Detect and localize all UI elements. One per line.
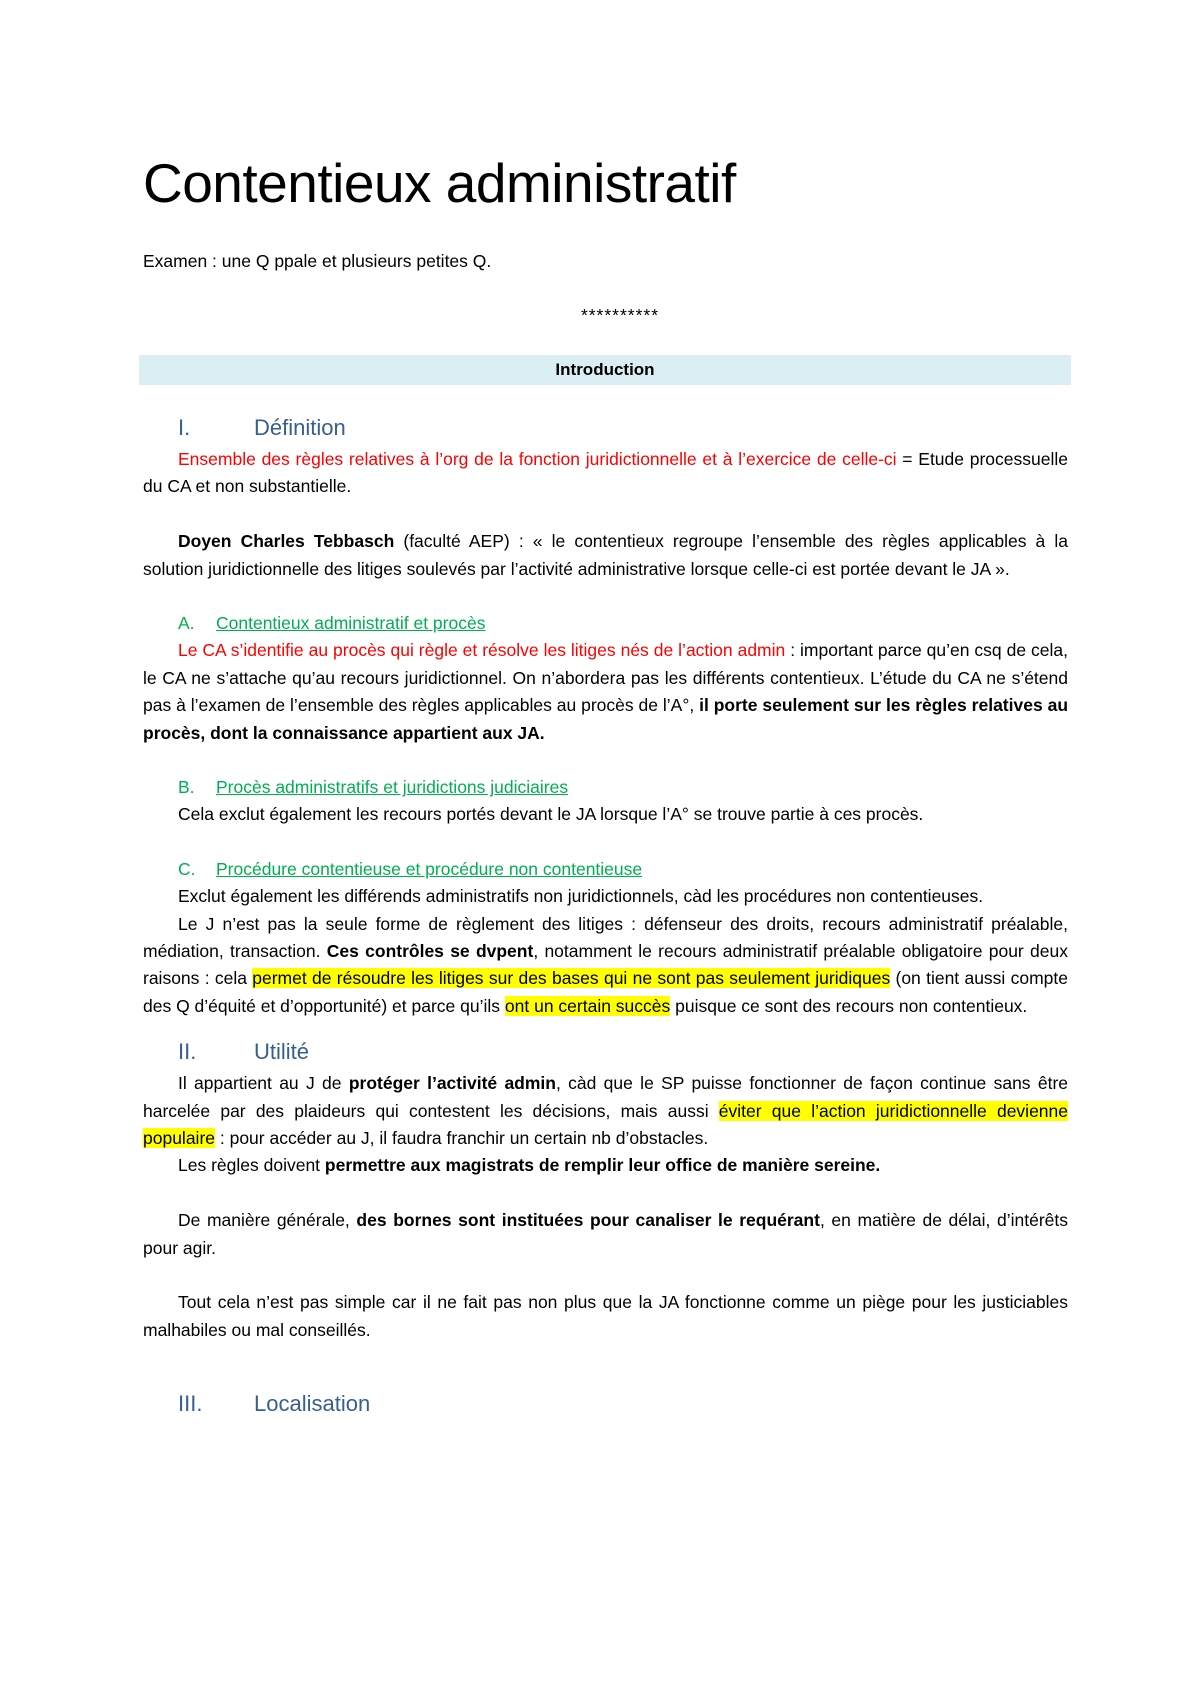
highlighted-text: éviter que l’action juridictionnelle devienne populaire — [143, 1100, 1069, 1149]
section-number: I. — [178, 415, 191, 440]
section-title: Définition — [254, 415, 346, 440]
bold-text: des bornes sont instituées pour canaliser le requérant — [356, 1210, 820, 1231]
subsection-a-paragraph — [143, 637, 1068, 747]
text-run: Le J n’est pas la seule forme de règlement des litiges : défenseur des droits, recours administratif préalable, médiation, transaction. — [143, 913, 1068, 962]
text-run: , càd que le SP puisse fonctionner de façon continue sans être harcelée par des plaideurs qui contestent les décisions, mais aussi — [143, 1073, 1069, 1121]
bold-text: protéger l’activité admin — [348, 1073, 556, 1094]
exam-note: Examen : une Q ppale et plusieurs petites Q. — [143, 251, 492, 271]
bold-text: Ces contrôles se dvpent — [326, 941, 534, 962]
text-run: : pour accéder au J, il faudra franchir un certain nb d’obstacles. — [215, 1128, 709, 1149]
separator: ********** — [580, 305, 660, 325]
definition-paragraph — [143, 446, 1068, 501]
utilite-paragraph-2 — [143, 1152, 1068, 1179]
subsection-heading-c — [143, 856, 1068, 883]
utilite-paragraph-3 — [143, 1207, 1068, 1262]
subsection-title: Procédure contentieuse et procédure non contentieuse — [216, 859, 643, 880]
text-run: Les règles doivent — [178, 1155, 325, 1176]
text-run: De manière générale, — [178, 1210, 357, 1231]
subsection-number: C. — [178, 859, 196, 880]
highlighted-text: ont un certain succès — [504, 995, 671, 1016]
highlighted-text: permet de résoudre les litiges sur des bases qui ne sont pas seulement juridiques — [252, 968, 891, 989]
subsection-number: A. — [178, 613, 195, 634]
utilite-paragraph-1 — [143, 1070, 1068, 1152]
section-number: III. — [178, 1390, 203, 1416]
utilite-paragraph-4: Tout cela n’est pas simple car il ne fait pas non plus que la JA fonctionne comme un piège pour les justiciables malhabiles ou mal conseillés. — [143, 1292, 1068, 1340]
definition-rest-text: = Etude processuelle du CA et non substantielle. — [143, 449, 1068, 497]
text-run: , en matière de délai, d’intérêts pour agir. — [143, 1210, 1068, 1258]
subsection-heading-a — [143, 610, 1068, 637]
document-body — [143, 410, 1068, 1422]
subsection-number: B. — [178, 777, 195, 798]
subsection-title: Procès administratifs et juridictions judiciaires — [216, 777, 569, 798]
text-run: Il appartient au J de — [178, 1073, 349, 1094]
subsection-heading-b — [143, 774, 1068, 801]
subsection-title: Contentieux administratif et procès — [216, 613, 486, 634]
section-title: Utilité — [254, 1039, 310, 1065]
subsection-a-red-text: Le CA s’identifie au procès qui règle et résolve les litiges nés de l’action admin — [178, 640, 786, 661]
section-number: II. — [178, 1039, 197, 1065]
bold-text: permettre aux magistrats de remplir leur office de manière sereine. — [324, 1155, 881, 1176]
document-title: Contentieux administratif — [143, 152, 736, 214]
subsection-c-paragraph-1: Exclut également les différends administratifs non juridictionnels, càd les procédures non contentieuses. — [178, 886, 984, 907]
subsection-a-text: : important parce qu’en csq de cela, le CA ne s’attache qu’au recours juridictionnel. On n’abordera pas les différents contentieux. L’étude du CA ne s’étend pas à l’examen de l’ensemble des règles applicables au procès de l’A°, — [143, 640, 1068, 716]
author-name: Doyen Charles Tebbasch — [178, 531, 395, 552]
section-heading-utilite — [143, 1034, 1068, 1070]
introduction-heading: Introduction — [139, 355, 1071, 385]
text-run: , notamment le recours administratif préalable obligatoire pour deux raisons : cela — [143, 941, 1068, 989]
quote-text: (faculté AEP) : « le contentieux regroupe l’ensemble des règles applicables à la solution juridictionnelle des litiges soulevés par l’activité administrative lorsque celle-ci est portée devant le JA ». — [143, 531, 1068, 579]
definition-red-text: Ensemble des règles relatives à l’org de la fonction juridictionnelle et à l’exercice de celle-ci — [178, 449, 897, 469]
section-heading-localisation — [143, 1386, 1068, 1422]
tebbasch-quote-paragraph — [143, 528, 1068, 583]
text-run: puisque ce sont des recours non contentieux. — [670, 995, 1028, 1016]
text-run: (on tient aussi compte des Q d’équité et d’opportunité) et parce qu’ils — [143, 968, 1068, 1016]
section-title: Localisation — [254, 1390, 371, 1416]
section-heading-definition — [143, 410, 1068, 446]
subsection-c-paragraph-2 — [143, 911, 1068, 1021]
subsection-b-paragraph: Cela exclut également les recours portés devant le JA lorsque l’A° se trouve partie à ces procès. — [178, 804, 924, 825]
subsection-a-bold-text: il porte seulement sur les règles relatives au procès, dont la connaissance appartient aux JA. — [143, 695, 1069, 743]
